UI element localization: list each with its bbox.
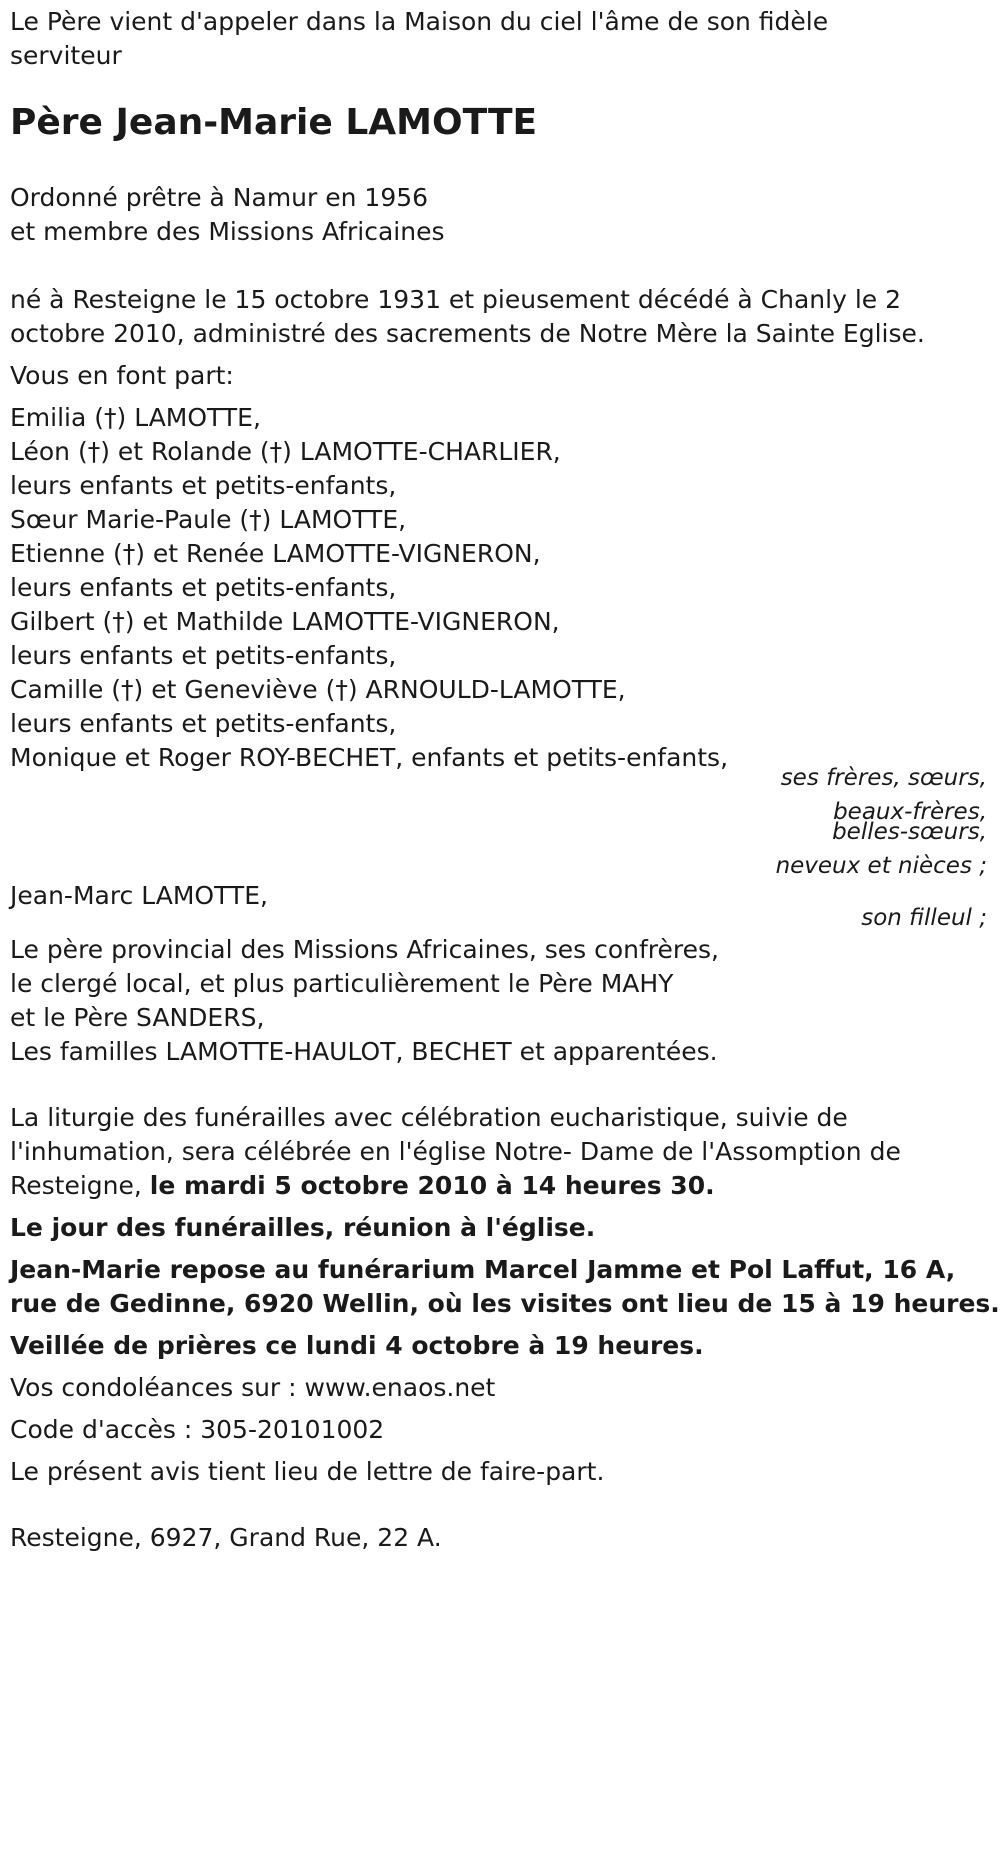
obituary-document xyxy=(10,0,1000,1854)
intro-line-2: serviteur xyxy=(10,41,122,70)
liturgy-place: Resteigne, xyxy=(10,1171,142,1200)
liturgy-line-2: l'inhumation, sera célébrée en l'église Notre- Dame de l'Assomption de xyxy=(10,1137,901,1166)
godson-name: Jean-Marc LAMOTTE, xyxy=(10,881,268,910)
clergy-line: le clergé local, et plus particulièrement le Père MAHY xyxy=(10,969,674,998)
family-line: leurs enfants et petits-enfants, xyxy=(10,641,397,670)
intro-line-1: Le Père vient d'appeler dans la Maison du ciel l'âme de son fidèle xyxy=(10,7,829,36)
funeral-datetime: le mardi 5 octobre 2010 à 14 heures 30. xyxy=(149,1171,715,1200)
relation-godson: son filleul ; xyxy=(861,905,987,931)
relation-siblings: ses frères, sœurs, xyxy=(780,765,987,791)
family-line: leurs enfants et petits-enfants, xyxy=(10,573,397,602)
relation-sisters-in-law: belles-sœurs, xyxy=(832,819,987,845)
ordination-line-1: Ordonné prêtre à Namur en 1956 xyxy=(10,183,429,212)
family-line: Monique et Roger ROY-BECHET, enfants et petits-enfants, xyxy=(10,743,729,772)
notice-text: Le présent avis tient lieu de lettre de faire-part. xyxy=(10,1457,605,1486)
vigil-text: Veillée de prières ce lundi 4 octobre à 19 heures. xyxy=(10,1331,704,1360)
family-line: Léon (†) et Rolande (†) LAMOTTE-CHARLIER, xyxy=(10,437,561,466)
relation-brothers-in-law: beaux-frères, xyxy=(833,799,987,825)
address: Resteigne, 6927, Grand Rue, 22 A. xyxy=(10,1523,442,1552)
family-line: Camille (†) et Geneviève (†) ARNOULD-LAMOTTE, xyxy=(10,675,626,704)
reunion-text: Le jour des funérailles, réunion à l'église. xyxy=(10,1213,596,1242)
family-line: leurs enfants et petits-enfants, xyxy=(10,709,397,738)
liturgy-line-3 xyxy=(10,1166,715,1206)
repose-line-1: Jean-Marie repose au funérarium Marcel Jamme et Pol Laffut, 16 A, xyxy=(10,1255,956,1284)
birth-death-line-2: octobre 2010, administré des sacrements de Notre Mère la Sainte Eglise. xyxy=(10,319,925,348)
family-line: Gilbert (†) et Mathilde LAMOTTE-VIGNERON, xyxy=(10,607,560,636)
birth-death-line-1: né à Resteigne le 15 octobre 1931 et pieusement décédé à Chanly le 2 xyxy=(10,285,902,314)
family-line: Etienne (†) et Renée LAMOTTE-VIGNERON, xyxy=(10,539,541,568)
ordination-line-2: et membre des Missions Africaines xyxy=(10,217,445,246)
clergy-line: et le Père SANDERS, xyxy=(10,1003,265,1032)
announce-text: Vous en font part: xyxy=(10,361,234,390)
clergy-line: Le père provincial des Missions Africaines, ses confrères, xyxy=(10,935,719,964)
repose-line-2: rue de Gedinne, 6920 Wellin, où les visites ont lieu de 15 à 19 heures. xyxy=(10,1289,1000,1318)
family-line: leurs enfants et petits-enfants, xyxy=(10,471,397,500)
family-line: Emilia (†) LAMOTTE, xyxy=(10,403,261,432)
deceased-name: Père Jean-Marie LAMOTTE xyxy=(10,102,538,143)
relation-nephews: neveux et nièces ; xyxy=(775,853,987,879)
clergy-line: Les familles LAMOTTE-HAULOT, BECHET et apparentées. xyxy=(10,1037,718,1066)
family-line: Sœur Marie-Paule (†) LAMOTTE, xyxy=(10,505,407,534)
condolences-text: Vos condoléances sur : www.enaos.net xyxy=(10,1373,496,1402)
liturgy-line-1: La liturgie des funérailles avec célébration eucharistique, suivie de xyxy=(10,1103,848,1132)
access-code: Code d'accès : 305-20101002 xyxy=(10,1415,385,1444)
